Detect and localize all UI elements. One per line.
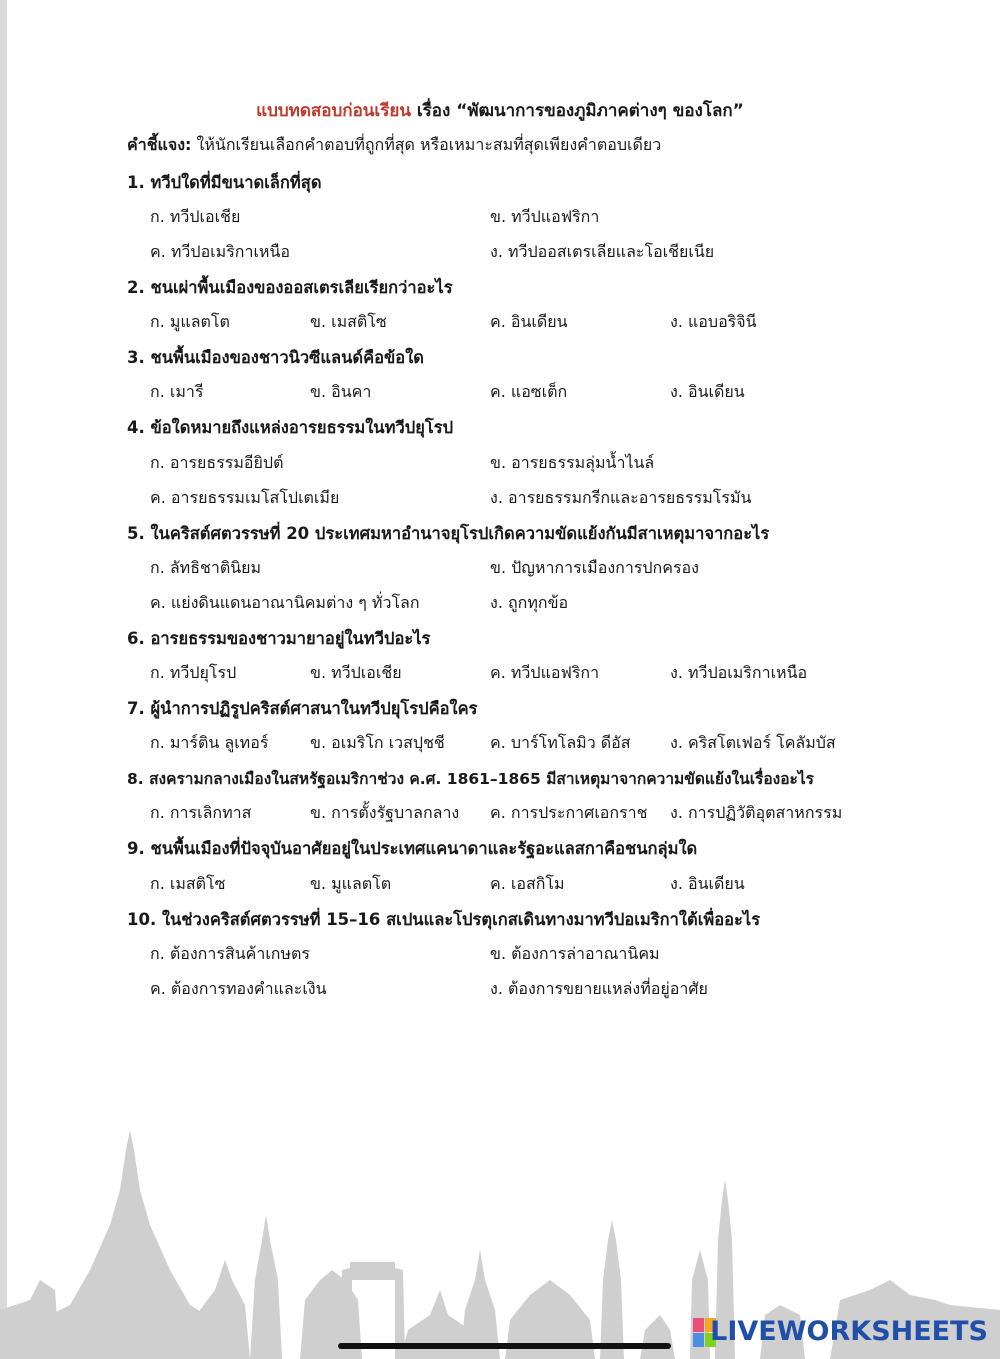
q3-option-b[interactable]: ข. อินคา — [310, 382, 372, 401]
q6-option-b[interactable]: ข. ทวีปเอเชีย — [310, 663, 402, 682]
q8-option-d[interactable]: ง. การปฏิวัติอุตสาหกรรม — [670, 803, 843, 822]
question-4: 4. ข้อใดหมายถึงแหล่งอารยธรรมในทวีปยุโรป — [127, 418, 454, 437]
q1-option-d[interactable]: ง. ทวีปออสเตรเลียและโอเชียเนีย — [490, 242, 715, 261]
q9-option-b[interactable]: ข. มูแลตโต — [310, 874, 392, 893]
question-10: 10. ในช่วงคริสต์ศตวรรษที่ 15–16 สเปนและโปรตุเกสเดินทางมาทวีปอเมริกาใต้เพื่ออะไร — [127, 910, 761, 929]
question-6: 6. อารยธรรมของชาวมายาอยู่ในทวีปอะไร — [127, 629, 431, 648]
q3-option-d[interactable]: ง. อินเดียน — [670, 382, 745, 401]
q9-option-a[interactable]: ก. เมสติโซ — [150, 874, 226, 893]
q2-option-a[interactable]: ก. มูแลตโต — [150, 312, 230, 331]
q4-option-a[interactable]: ก. อารยธรรมอียิปต์ — [150, 453, 284, 472]
title-rest: เรื่อง “พัฒนาการของภูมิภาคต่างๆ ของโลก” — [410, 101, 744, 121]
question-3: 3. ชนพื้นเมืองของชาวนิวซีแลนด์คือข้อใด — [127, 348, 424, 367]
question-2: 2. ชนเผ่าพื้นเมืองของออสเตรเลียเรียกว่าอะไร — [127, 278, 453, 297]
q1-option-c[interactable]: ค. ทวีปอเมริกาเหนือ — [150, 242, 291, 261]
q6-option-c[interactable]: ค. ทวีปแอฟริกา — [490, 663, 600, 682]
q3-option-a[interactable]: ก. เมารี — [150, 382, 204, 401]
question-1: 1. ทวีปใดที่มีขนาดเล็กที่สุด — [127, 173, 322, 192]
q7-option-a[interactable]: ก. มาร์ติน ลูเทอร์ — [150, 733, 269, 752]
q2-option-d[interactable]: ง. แอบอริจินี — [670, 312, 757, 331]
q10-option-b[interactable]: ข. ต้องการล่าอาณานิคม — [490, 944, 660, 963]
q1-option-a[interactable]: ก. ทวีปเอเชีย — [150, 207, 241, 226]
q4-option-d[interactable]: ง. อารยธรรมกรีกและอารยธรรมโรมัน — [490, 488, 752, 507]
worksheet-title — [0, 97, 1000, 124]
instructions-text: ให้นักเรียนเลือกคำตอบที่ถูกที่สุด หรือเหมาะสมที่สุดเพียงคำตอบเดียว — [191, 135, 662, 154]
q9-option-d[interactable]: ง. อินเดียน — [670, 874, 745, 893]
q5-option-c[interactable]: ค. แย่งดินแดนอาณานิคมต่าง ๆ ทั่วโลก — [150, 593, 420, 612]
q1-option-b[interactable]: ข. ทวีปแอฟริกา — [490, 207, 600, 226]
q3-option-c[interactable]: ค. แอซเต็ก — [490, 382, 568, 401]
question-9: 9. ชนพื้นเมืองที่ปัจจุบันอาศัยอยู่ในประเทศแคนาดาและรัฐอะแลสกาคือชนกลุ่มใด — [127, 839, 698, 858]
title-highlight: แบบทดสอบก่อนเรียน — [256, 101, 411, 121]
q7-option-d[interactable]: ง. คริสโตเฟอร์ โคลัมบัส — [670, 733, 836, 752]
q7-option-c[interactable]: ค. บาร์โทโลมิว ดีอัส — [490, 733, 631, 752]
q10-option-c[interactable]: ค. ต้องการทองคำและเงิน — [150, 979, 327, 998]
q10-option-d[interactable]: ง. ต้องการขยายแหล่งที่อยู่อาศัย — [490, 979, 708, 998]
instructions-label: คำชี้แจง: — [127, 135, 192, 154]
q5-option-a[interactable]: ก. ลัทธิชาตินิยม — [150, 558, 262, 577]
liveworksheets-logo: LIVEWORKSHEETS — [710, 1316, 988, 1347]
question-5: 5. ในคริสต์ศตวรรษที่ 20 ประเทศมหาอำนาจยุโรปเกิดความขัดแย้งกันมีสาเหตุมาจากอะไร — [127, 524, 770, 543]
q2-option-b[interactable]: ข. เมสติโซ — [310, 312, 387, 331]
q6-option-d[interactable]: ง. ทวีปอเมริกาเหนือ — [670, 663, 808, 682]
question-7: 7. ผู้นำการปฏิรูปคริสต์ศาสนาในทวีปยุโรปคือใคร — [127, 699, 478, 718]
q8-option-b[interactable]: ข. การตั้งรัฐบาลกลาง — [310, 803, 460, 822]
q8-option-c[interactable]: ค. การประกาศเอกราช — [490, 803, 648, 822]
q5-option-d[interactable]: ง. ถูกทุกข้อ — [490, 593, 569, 612]
home-indicator-bar[interactable] — [338, 1343, 671, 1349]
question-8: 8. สงครามกลางเมืองในสหรัฐอเมริกาช่วง ค.ศ. 1861–1865 มีสาเหตุมาจากความขัดแย้งในเรื่องอะไร — [127, 770, 814, 788]
q9-option-c[interactable]: ค. เอสกิโม — [490, 874, 565, 893]
q2-option-c[interactable]: ค. อินเดียน — [490, 312, 568, 331]
q5-option-b[interactable]: ข. ปัญหาการเมืองการปกครอง — [490, 558, 699, 577]
q4-option-c[interactable]: ค. อารยธรรมเมโสโปเตเมีย — [150, 488, 340, 507]
instructions — [127, 133, 661, 158]
q6-option-a[interactable]: ก. ทวีปยุโรป — [150, 663, 237, 682]
q8-option-a[interactable]: ก. การเลิกทาส — [150, 803, 252, 822]
q4-option-b[interactable]: ข. อารยธรรมลุ่มน้ำไนล์ — [490, 453, 655, 472]
q7-option-b[interactable]: ข. อเมริโก เวสปุชชี — [310, 733, 445, 752]
q10-option-a[interactable]: ก. ต้องการสินค้าเกษตร — [150, 944, 311, 963]
